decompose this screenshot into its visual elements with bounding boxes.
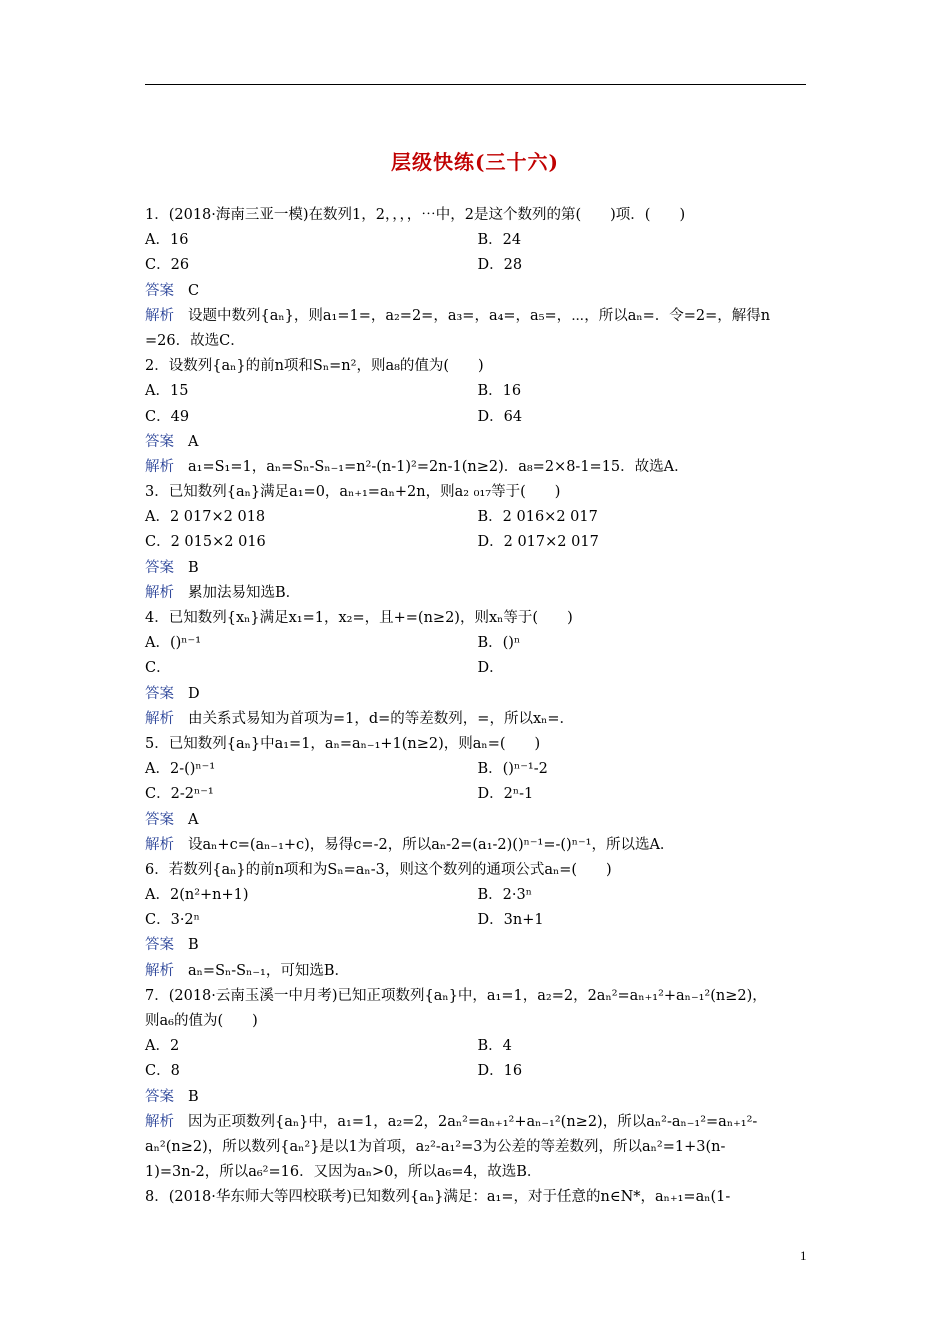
answer-text: B (188, 559, 199, 576)
options-row (145, 379, 810, 404)
option-right: D．2 017×2 017 (477, 534, 599, 551)
text-line: 4．已知数列{xₙ}满足x₁=1，x₂=，且+=(n≥2)，则xₙ等于( ) (145, 610, 573, 626)
option-left: C．49 (145, 408, 190, 425)
option-right: B．24 (477, 232, 522, 249)
options-row (145, 883, 810, 908)
explanation-label: 解析 (145, 710, 174, 727)
option-left: C．2 015×2 016 (145, 534, 266, 551)
explanation-line (145, 581, 810, 606)
explanation-line (145, 959, 810, 984)
options-row (145, 656, 810, 681)
option-left: A．15 (145, 383, 189, 400)
answer-line (145, 682, 810, 707)
options-row (145, 228, 810, 253)
options-row (145, 253, 810, 278)
answer-line (145, 430, 810, 455)
answer-label: 答案 (145, 811, 174, 828)
explanation-label: 解析 (145, 1113, 174, 1130)
option-left: C．3·2ⁿ (145, 912, 200, 929)
option-left: C．26 (145, 257, 190, 274)
option-right: D．3n+1 (477, 912, 544, 929)
option-right: B．2·3ⁿ (477, 887, 532, 904)
text-line: 1．(2018·海南三亚一模)在数列1，2，，，，⋯中，2是这个数列的第( )项．( ) (145, 207, 686, 223)
explanation-label: 解析 (145, 836, 174, 853)
text-line: 则a₆的值为( ) (145, 1013, 258, 1029)
text-line: 8．(2018·华东师大等四校联考)已知数列{aₙ}满足：a₁=，对于任意的n∈N*，aₙ₊₁=aₙ(1- (145, 1189, 731, 1206)
explanation-line (145, 1110, 810, 1135)
options-row (145, 1034, 810, 1059)
option-left: A．2 (145, 1038, 180, 1055)
answer-label: 答案 (145, 685, 174, 702)
answer-label: 答案 (145, 282, 174, 299)
answer-line (145, 808, 810, 833)
explanation-label: 解析 (145, 307, 174, 324)
text-line: 1)=3n-2，所以a₆²=16．又因为aₙ>0，所以a₆=4，故选B． (145, 1164, 542, 1181)
option-right: B．2 016×2 017 (477, 509, 598, 526)
explanation-text: 因为正项数列{aₙ}中，a₁=1，a₂=2，2aₙ²=aₙ₊₁²+aₙ₋₁²(n≥2)，所以aₙ²-aₙ₋₁²=aₙ₊₁²- (188, 1113, 758, 1130)
answer-text: B (188, 937, 199, 954)
options-row (145, 405, 810, 430)
options-row (145, 631, 810, 656)
option-right: D．64 (477, 408, 523, 425)
text-line: 5．已知数列{aₙ}中a₁=1，aₙ=aₙ₋₁+1(n≥2)，则aₙ=( ) (145, 735, 541, 752)
option-right: B．4 (477, 1038, 512, 1055)
answer-text: A (188, 811, 199, 828)
option-right: D．28 (477, 257, 523, 274)
option-left: C．2-2ⁿ⁻¹ (145, 786, 214, 803)
text-line: 6．若数列{aₙ}的前n项和为Sₙ=aₙ-3，则这个数列的通项公式aₙ=( ) (145, 861, 612, 878)
explanation-text: aₙ=Sₙ-Sₙ₋₁，可知选B． (188, 962, 350, 979)
explanation-text: 设aₙ+c=(aₙ₋₁+c)，易得c=-2，所以aₙ-2=(a₁-2)()ⁿ⁻¹=-()ⁿ⁻¹，所以选A． (188, 836, 675, 853)
answer-text: A (188, 433, 199, 450)
option-right: D． (477, 660, 504, 677)
explanation-label: 解析 (145, 458, 174, 475)
explanation-text: 累加法易知选B． (188, 584, 301, 601)
document-body (145, 203, 810, 1211)
options-row (145, 505, 810, 530)
answer-line (145, 556, 810, 581)
answer-text: D (188, 685, 200, 702)
option-left: A．16 (145, 232, 189, 249)
option-left: A．2(n²+n+1) (145, 887, 249, 904)
option-left: A．2-()ⁿ⁻¹ (145, 761, 216, 778)
answer-text: B (188, 1088, 199, 1105)
answer-label: 答案 (145, 937, 174, 954)
answer-text: C (188, 282, 200, 299)
option-right: D．2ⁿ-1 (477, 786, 534, 803)
explanation-line (145, 833, 810, 858)
options-row (145, 757, 810, 782)
text-line: 7．(2018·云南玉溪一中月考)已知正项数列{aₙ}中，a₁=1，a₂=2，2aₙ²=aₙ₊₁²+aₙ₋₁²(n≥2)， (145, 987, 767, 1004)
explanation-text: 由关系式易知为首项为=1，d=的等差数列，=，所以xₙ=． (188, 710, 575, 727)
option-right: D．16 (477, 1063, 523, 1080)
explanation-line (145, 304, 810, 329)
page-number: 1 (800, 1248, 807, 1263)
option-right: B．16 (477, 383, 522, 400)
page-title: 层级快练(三十六) (391, 150, 559, 174)
option-left: A．()ⁿ⁻¹ (145, 635, 202, 652)
options-row (145, 908, 810, 933)
answer-label: 答案 (145, 1088, 174, 1105)
explanation-label: 解析 (145, 584, 174, 601)
option-left: C． (145, 660, 171, 677)
header-rule (145, 84, 806, 85)
text-line: =26．故选C． (145, 332, 245, 349)
answer-label: 答案 (145, 433, 174, 450)
explanation-text: 设题中数列{aₙ}，则a₁=1=，a₂=2=，a₃=，a₄=，a₅=，⋯，所以aₙ=．令=2=，解得n (188, 307, 771, 324)
option-right: B．()ⁿ⁻¹-2 (477, 761, 548, 778)
options-row (145, 782, 810, 807)
explanation-label: 解析 (145, 962, 174, 979)
text-line: 2．设数列{aₙ}的前n项和Sₙ=n²，则a₈的值为( ) (145, 358, 484, 375)
answer-line (145, 933, 810, 958)
option-left: A．2 017×2 018 (145, 509, 266, 526)
option-right: B．()ⁿ (477, 635, 521, 652)
explanation-text: a₁=S₁=1，aₙ=Sₙ-Sₙ₋₁=n²-(n-1)²=2n-1(n≥2)．a₈=2×8-1=15．故选A． (188, 458, 689, 475)
answer-line (145, 279, 810, 304)
text-line: 3．已知数列{aₙ}满足a₁=0，aₙ₊₁=aₙ+2n，则a₂ ₀₁₇等于( ) (145, 484, 561, 501)
option-left: C．8 (145, 1063, 180, 1080)
options-row (145, 1059, 810, 1084)
text-line: aₙ²(n≥2)，所以数列{aₙ²}是以1为首项，a₂²-a₁²=3为公差的等差数列，所以aₙ²=1+3(n- (145, 1138, 726, 1155)
explanation-line (145, 707, 810, 732)
explanation-line (145, 455, 810, 480)
options-row (145, 530, 810, 555)
answer-label: 答案 (145, 559, 174, 576)
answer-line (145, 1085, 810, 1110)
